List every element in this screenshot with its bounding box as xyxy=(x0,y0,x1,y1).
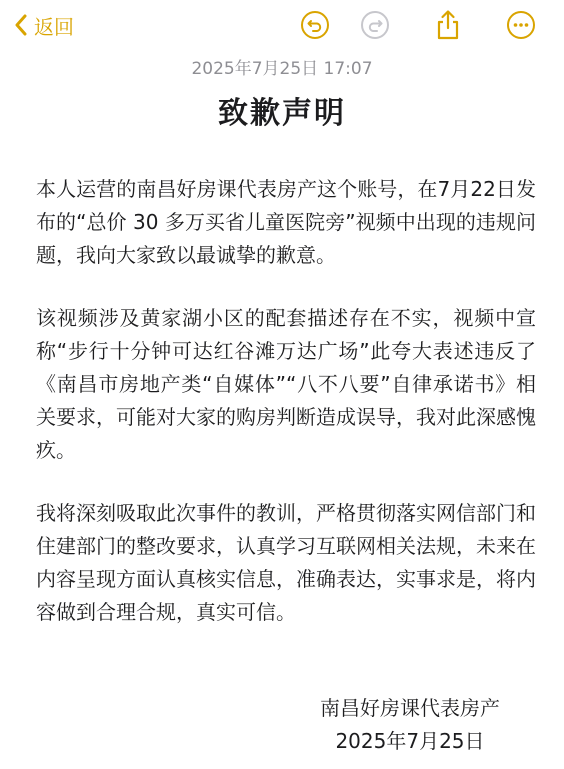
note-title: 致歉声明 xyxy=(218,96,346,131)
undo-button[interactable] xyxy=(299,9,331,41)
signature xyxy=(320,692,500,758)
paragraph-2: 该视频涉及黄家湖小区的配套描述存在不实，视频中宣称“步行十分钟可达红谷滩万达广场”此夸大表述违反了《南昌市房地产类“自媒体”“八不八要”自律承诺书》相关要求，可能对大家的购房判断造成误导，我对此深感愧疚。 xyxy=(36,306,536,462)
signature-name: 南昌好房课代表房产 xyxy=(320,696,500,720)
share-button[interactable] xyxy=(432,9,464,41)
toolbar xyxy=(0,0,564,50)
share-icon xyxy=(433,9,463,41)
back-button[interactable] xyxy=(14,8,74,42)
redo-button[interactable] xyxy=(359,9,391,41)
signature-date: 2025年7月25日 xyxy=(335,729,485,753)
note-timestamp: 2025年7月25日 17:07 xyxy=(191,59,373,79)
paragraph-1: 本人运营的南昌好房课代表房产这个账号，在7月22日发布的“总价 30 多万买省儿童医院旁”视频中出现的违规问题，我向大家致以最诚挚的歉意。 xyxy=(36,177,536,267)
paragraph-3: 我将深刻吸取此次事件的教训，严格贯彻落实网信部门和住建部门的整改要求，认真学习互联网相关法规，未来在内容呈现方面认真核实信息，准确表达，实事求是，将内容做到合理合规，真实可信。 xyxy=(36,501,536,624)
note-body[interactable] xyxy=(36,173,536,659)
more-icon xyxy=(506,10,536,40)
more-button[interactable] xyxy=(505,9,537,41)
redo-icon xyxy=(360,10,390,40)
chevron-left-icon xyxy=(14,14,28,36)
back-label: 返回 xyxy=(34,14,74,39)
undo-icon xyxy=(300,10,330,40)
